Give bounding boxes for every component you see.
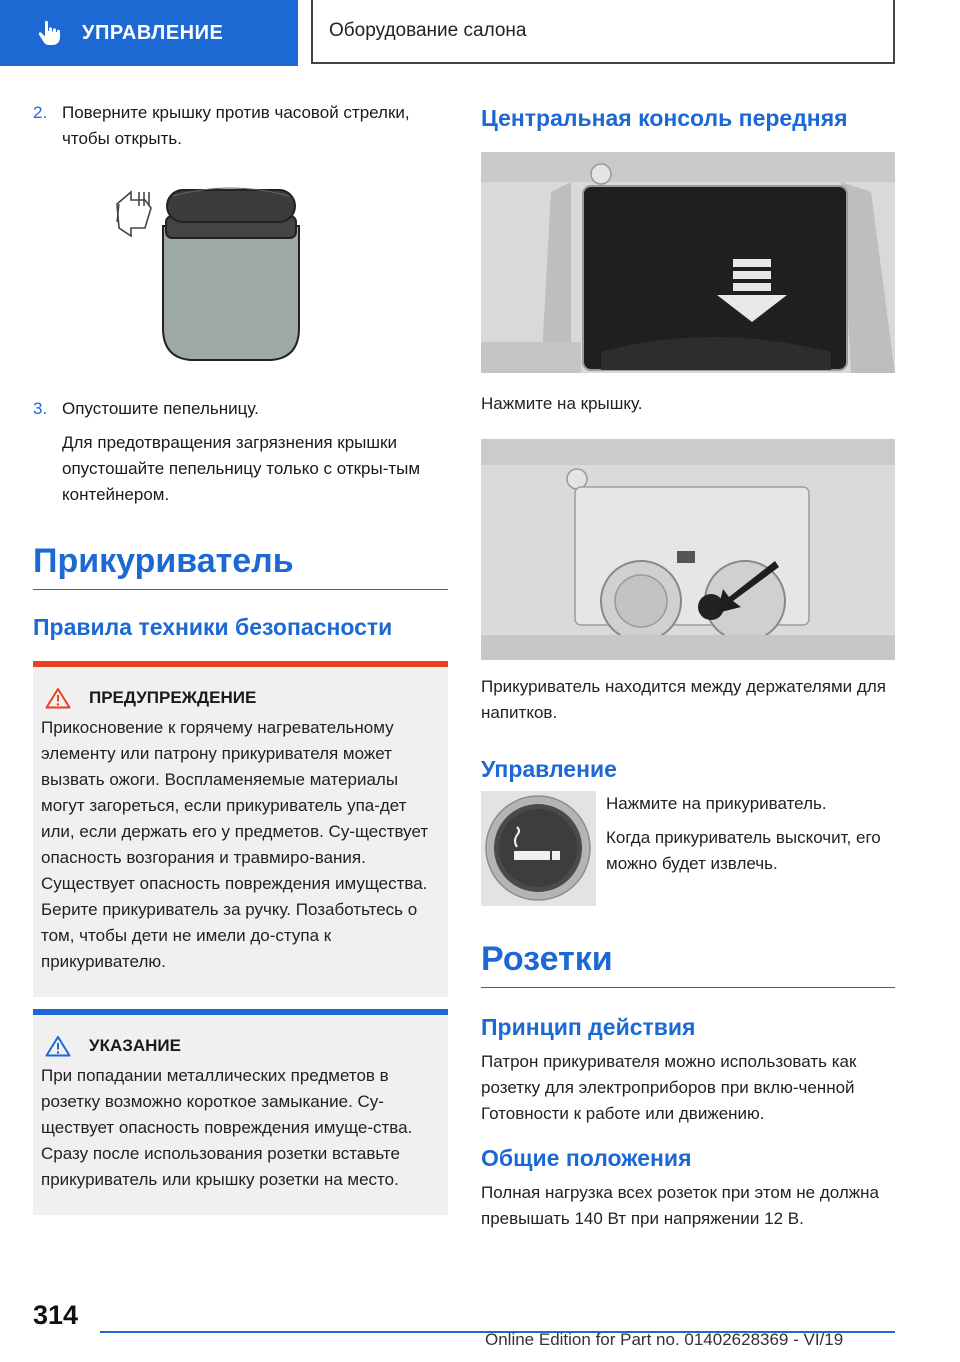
hand-pointer-icon <box>34 18 64 48</box>
warning-triangle-icon <box>45 1035 71 1057</box>
warning-bar <box>33 661 448 667</box>
page-number: 314 <box>33 1300 79 1330</box>
control-text-1: Нажмите на прикуриватель. <box>606 794 827 813</box>
heading-center-console: Центральная консоль передняя <box>481 105 848 131</box>
step-number: 3. <box>33 399 48 418</box>
section-tab[interactable] <box>0 0 298 66</box>
section-tab-label: УПРАВЛЕНИЕ <box>82 21 224 44</box>
general-text: Полная нагрузка всех розеток при этом не должна превышать 140 Вт при напряжении 12 В. <box>481 1183 879 1228</box>
lighter-button-photo <box>481 791 596 906</box>
step-detail: Для предотвращения загрязнения крышки опустошайте пепельницу только с откры-тым контейнером. <box>62 433 421 504</box>
step-text: Поверните крышку против часовой стрелки, чтобы открыть. <box>62 103 410 148</box>
heading-general: Общие положения <box>481 1145 692 1171</box>
left-column <box>33 100 448 1215</box>
notice-title: УКАЗАНИЕ <box>89 1036 181 1055</box>
notice-text: При попадании металлических предметов в розетку возможно короткое замыкание. Су-ществует опасность повреждения имуще-ства. Сразу после использования розетки вставьте прикуриватель или крышку розетки на место. <box>41 1066 413 1189</box>
control-text-2: Когда прикуриватель выскочит, его можно будет извлечь. <box>606 828 881 873</box>
heading-safety: Правила техники безопасности <box>33 614 393 640</box>
edition-info: Online Edition for Part no. 01402628369 - VI/19 <box>485 1330 844 1349</box>
step-number: 2. <box>33 103 48 122</box>
principle-text: Патрон прикуривателя можно использовать как розетку для электроприборов при вклю-ченной Готовности к работе или движению. <box>481 1052 857 1123</box>
step-text: Опустошите пепельницу. <box>62 399 259 418</box>
step-3 <box>33 396 448 508</box>
warning-text: Прикосновение к горячему нагревательному элементу или патрону прикуривателя может вызвать ожоги. Воспламеняемые материалы могут загореться, если прикуриватель упа-дет или, если держать его у предметов. Су-ществует опасность возгорания и травмиро-вания. Существует опасность повреждения имущества. Берите прикуриватель за ручку. Позаботьтесь о том, чтобы дети не имели до-ступа к прикуривателю. <box>41 718 429 971</box>
ashtray-lid-illustration <box>111 178 321 368</box>
caption-lighter-location: Прикуриватель находится между держателями для напитков. <box>481 677 886 722</box>
heading-sockets: Розетки <box>481 940 895 988</box>
caption-press-lid: Нажмите на крышку. <box>481 394 643 413</box>
page-header <box>0 0 960 66</box>
warning-triangle-icon <box>45 687 71 709</box>
chapter-title: Оборудование салона <box>311 0 895 64</box>
control-section <box>481 791 895 906</box>
notice-box <box>33 1009 448 1215</box>
heading-lighter: Прикуриватель <box>33 542 448 590</box>
lighter-location-photo <box>481 439 895 660</box>
center-console-photo <box>481 152 895 373</box>
step-2 <box>33 100 448 152</box>
heading-control: Управление <box>481 756 617 782</box>
notice-bar <box>33 1009 448 1015</box>
heading-principle: Принцип действия <box>481 1014 696 1040</box>
right-column <box>481 100 895 1232</box>
warning-title: ПРЕДУПРЕЖДЕНИЕ <box>89 688 257 707</box>
warning-box <box>33 661 448 997</box>
